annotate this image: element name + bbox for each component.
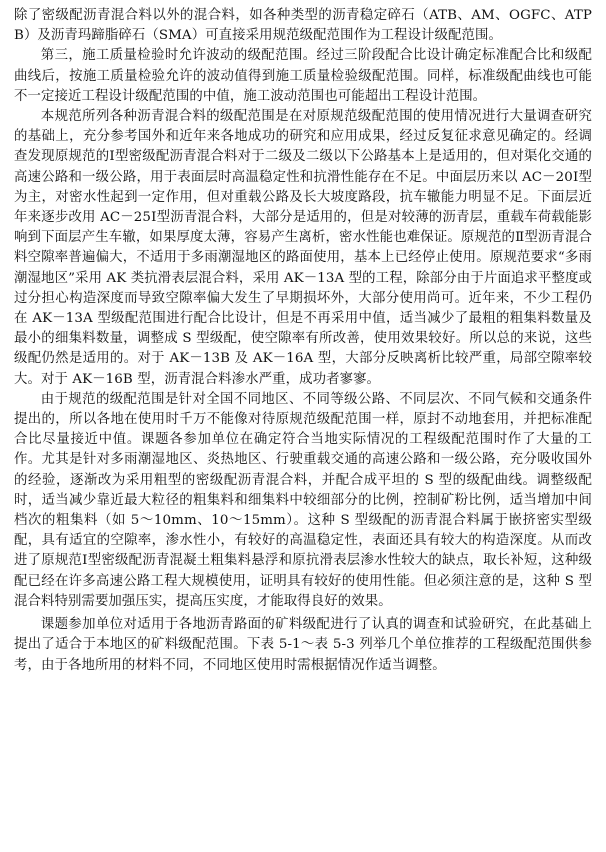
paragraph-recommended-ranges: 课题参加单位对适用于各地沥青路面的矿料级配进行了认真的调查和试验研究，在此基础上提出了适合于本地区的矿料级配范围。下表 5-1～表 5-3 列举几个单位推荐的工程级配范围供参考，由于各地所用的材料不同，不同地区使用时需根据情况作适当调整。: [14, 617, 592, 673]
paragraph-gradation-survey: 本规范所列各种沥青混合料的级配范围是在对原规范级配范围的使用情况进行大量调查研究的基础上，充分参考国外和近年来各地成功的研究和应用成果，经过反复征求意见确定的。经调查发现原规范的Ⅰ型密级配沥青混合料对于二级及二级以下公路基本上是适用的，但对渠化交通的高速公路和一级公路，用于表面层时高温稳定性和抗滑性能存在不足。中面层历来以 AC－20Ⅰ型为主，对密水性起到一定作用，但对重载公路及长大坡度路段，抗车辙能力明显不足。下面层近年来逐步改用 AC－25Ⅰ型沥青混合料，大部分是适用的，但是对较薄的沥青层，重载车荷载能影响到下面层产生车辙，如果厚度太薄，容易产生离析，密水性能也难保证。原规范的Ⅱ型沥青混合料空隙率普遍偏大，不适用于多雨潮湿地区的路面使用，基本上已经停止使用。原规范要求“多雨潮湿地区”采用 AK 类抗滑表层混合料，采用 AK－13A 型的工程，除部分由于片面追求平整度或过分担心构造深度而导致空隙率偏大发生了早期损坏外，大部分使用尚可。近年来，不少工程仍在 AK－13A 型级配范围进行配合比设计，但是不再采用中值，适当减少了最粗的粗集料数量及最小的细集料数量，调整成 S 型级配，使空隙率有所改善，使用效果较好。所以总的来说，这些级配仍然是适用的。对于 AK－13B 及 AK－16A 型，大部分反映离析比较严重，局部空隙率较大。对于 AK－16B 型，沥青混合料渗水严重，成功者寥寥。: [14, 109, 592, 387]
paragraph-mixture-types: 除了密级配沥青混合料以外的混合料，如各种类型的沥青稳定碎石（ATB、AM、OGFC、ATPB）及沥青玛蹄脂碎石（SMA）可直接采用规范级配范围作为工程设计级配范围。: [14, 8, 592, 44]
paragraph-construction-tolerance: 第三，施工质量检验时允许波动的级配范围。经过三阶段配合比设计确定标准配合比和级配曲线后，按施工质量检验允许的波动值得到施工质量检验级配范围。同样，标准级配曲线也可能不一定接近工程设计级配范围的中值，施工波动范围也可能超出工程设计范围。: [14, 48, 592, 104]
paragraph-regional-adaptation: 由于规范的级配范围是针对全国不同地区、不同等级公路、不同层次、不同气候和交通条件提出的，所以各地在使用时千万不能像对待原规范级配范围一样，原封不动地套用，并把标准配合比尽量接近中值。课题各参加单位在确定符合当地实际情况的工程级配范围时作了大量的工作。尤其是针对多雨潮湿地区、炎热地区、行驶重载交通的高速公路和一级公路，充分吸收国外的经验，逐渐改为采用粗型的密级配沥青混合料，并配合成平坦的 S 型的级配曲线。调整级配时，适当减少靠近最大粒径的粗集料和细集料中较细部分的比例，控制矿粉比例，适当增加中间档次的粗集料（如 5～10mm、10～15mm）。这种 S 型级配的沥青混合料属于嵌挤密实型级配，具有适宜的空隙率，渗水性小，有较好的高温稳定性，表面还具有较大的构造深度。从而改进了原规范Ⅰ型密级配沥青混凝土粗集料悬浮和原抗滑表层渗水性较大的缺点，取长补短，这种级配已经在许多高速公路工程大规模使用，证明具有较好的使用性能。但必须注意的是，这种 S 型混合料特别需要加强压实，提高压实度，才能取得良好的效果。: [14, 391, 592, 609]
